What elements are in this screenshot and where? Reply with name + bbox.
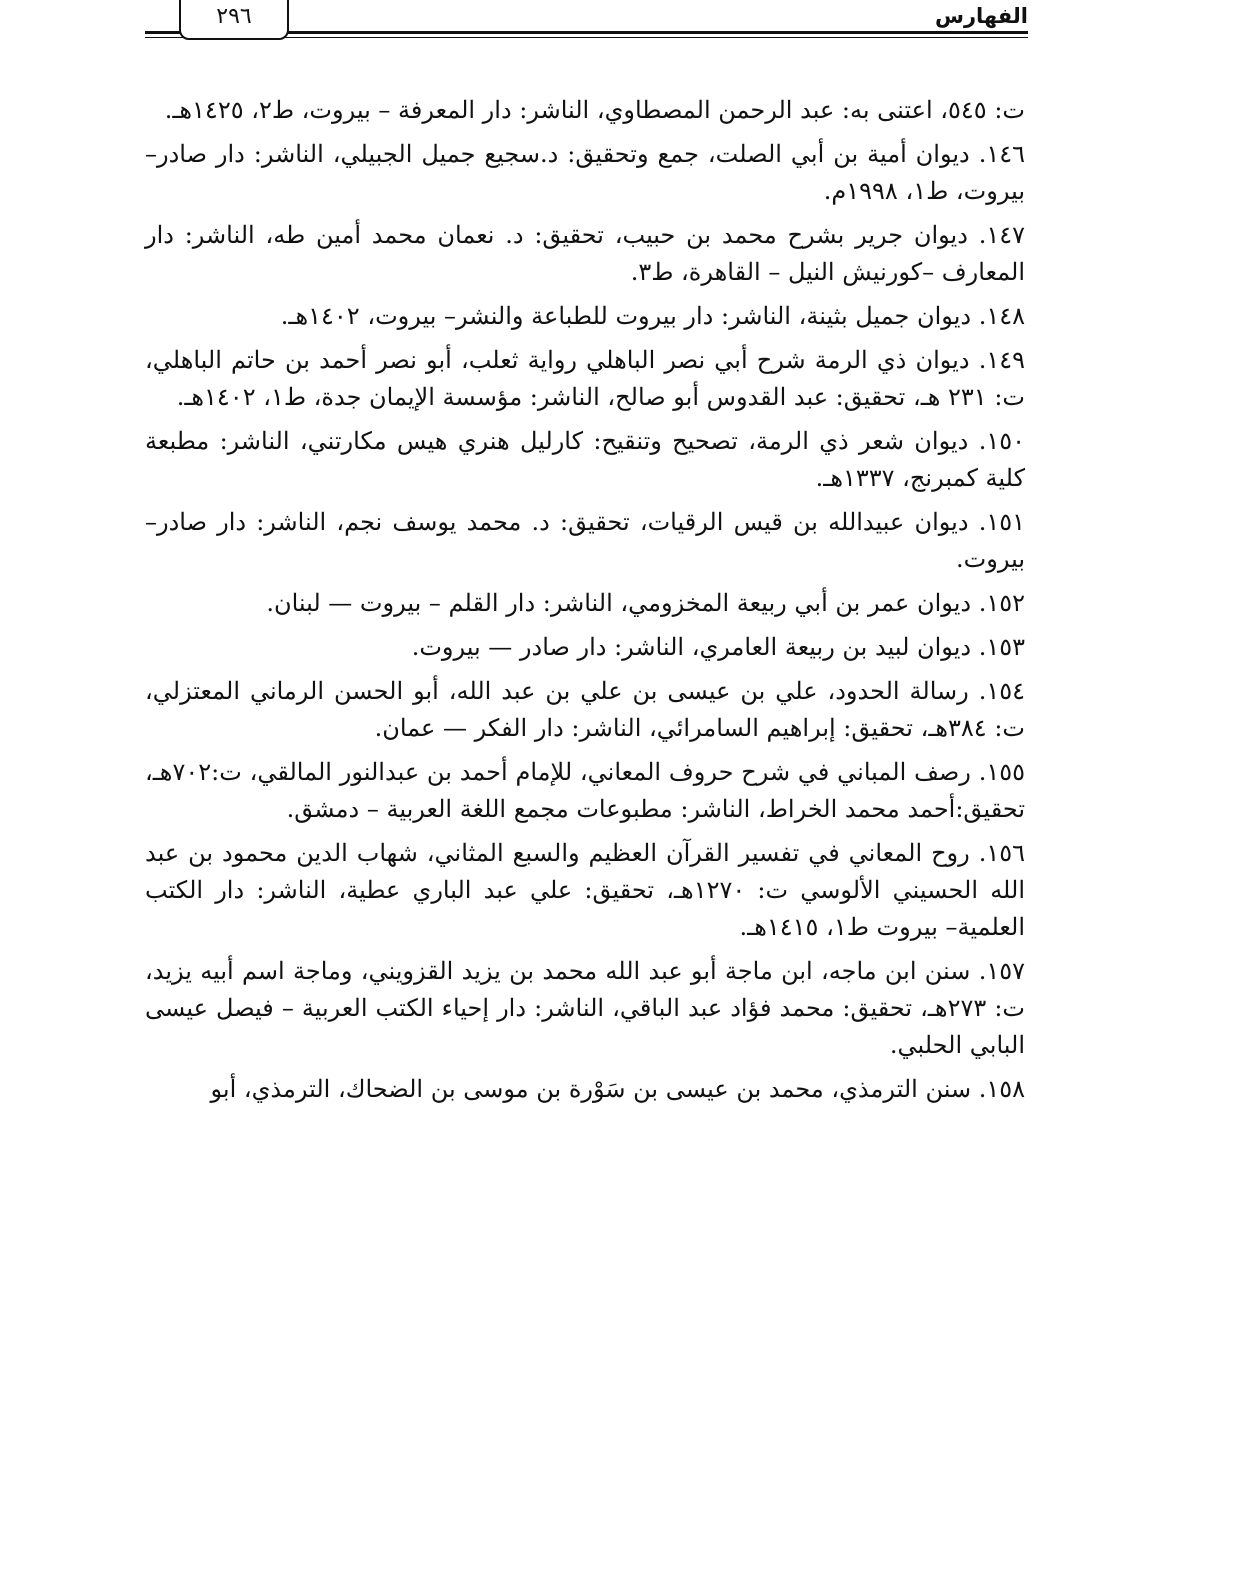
bibliography-entry: ١٥٠. ديوان شعر ذي الرمة، تصحيح وتنقيح: كارليل هنري هيس مكارتني، الناشر: مطبعة كلية كمبرنج، ١٣٣٧هـ. xyxy=(145,427,1025,492)
bibliography-list xyxy=(145,92,1025,1115)
bibliography-entry: ١٤٧. ديوان جرير بشرح محمد بن حبيب، تحقيق: د. نعمان محمد أمين طه، الناشر: دار المعارف –كورنيش النيل – القاهرة، ط٣. xyxy=(145,221,1025,286)
bibliography-entry: ١٥٨. سنن الترمذي، محمد بن عيسى بن سَوْرة بن موسى بن الضحاك، الترمذي، أبو xyxy=(210,1075,1025,1103)
page-number-box xyxy=(179,0,289,40)
bibliography-entry: ١٥٣. ديوان لبيد بن ربيعة العامري، الناشر: دار صادر — بيروت. xyxy=(411,633,1025,661)
bibliography-entry: ١٥٢. ديوان عمر بن أبي ربيعة المخزومي، الناشر: دار القلم – بيروت — لبنان. xyxy=(266,589,1025,617)
bibliography-entry: ١٤٩. ديوان ذي الرمة شرح أبي نصر الباهلي رواية ثعلب، أبو نصر أحمد بن حاتم الباهلي، ت: ٢٣١ هـ، تحقيق: عبد القدوس أبو صالح، الناشر: مؤسسة الإيمان جدة، ط١، ١٤٠٢هـ. xyxy=(145,346,1025,411)
page-number: ٢٩٦ xyxy=(216,4,252,29)
page-header xyxy=(145,0,1028,48)
bibliography-entry: ١٥١. ديوان عبيدالله بن قيس الرقيات، تحقيق: د. محمد يوسف نجم، الناشر: دار صادر– بيروت. xyxy=(145,508,1025,573)
bibliography-entry: ١٤٦. ديوان أمية بن أبي الصلت، جمع وتحقيق: د.سجيع جميل الجبيلي، الناشر: دار صادر– بيروت، ط١، ١٩٩٨م. xyxy=(145,140,1025,205)
bibliography-entry: ١٥٦. روح المعاني في تفسير القرآن العظيم والسبع المثاني، شهاب الدين محمود بن عبد الله الحسيني الألوسي ت: ١٢٧٠هـ، تحقيق: علي عبد الباري عطية، الناشر: دار الكتب العلمية– بيروت ط١، ١٤١٥هـ. xyxy=(145,839,1025,941)
bibliography-entry: ١٥٤. رسالة الحدود، علي بن عيسى بن علي بن عبد الله، أبو الحسن الرماني المعتزلي، ت: ٣٨٤هـ، تحقيق: إبراهيم السامرائي، الناشر: دار الفكر — عمان. xyxy=(145,677,1025,742)
bibliography-entry: ت: ٥٤٥، اعتنى به: عبد الرحمن المصطاوي، الناشر: دار المعرفة – بيروت، ط٢، ١٤٢٥هـ. xyxy=(164,96,1025,124)
bibliography-entry: ١٥٧. سنن ابن ماجه، ابن ماجة أبو عبد الله محمد بن يزيد القزويني، وماجة اسم أبيه يزيد، ت: ٢٧٣هـ، تحقيق: محمد فؤاد عبد الباقي، الناشر: دار إحياء الكتب العربية – فيصل عيسى البابي الحلبي. xyxy=(145,957,1026,1059)
running-title: الفهارس xyxy=(934,4,1028,28)
bibliography-entry: ١٥٥. رصف المباني في شرح حروف المعاني، للإمام أحمد بن عبدالنور المالقي، ت:٧٠٢هـ، تحقيق:أحمد محمد الخراط، الناشر: مطبوعات مجمع اللغة العربية – دمشق. xyxy=(145,758,1025,823)
bibliography-entry: ١٤٨. ديوان جميل بثينة، الناشر: دار بيروت للطباعة والنشر– بيروت، ١٤٠٢هـ. xyxy=(280,302,1025,330)
